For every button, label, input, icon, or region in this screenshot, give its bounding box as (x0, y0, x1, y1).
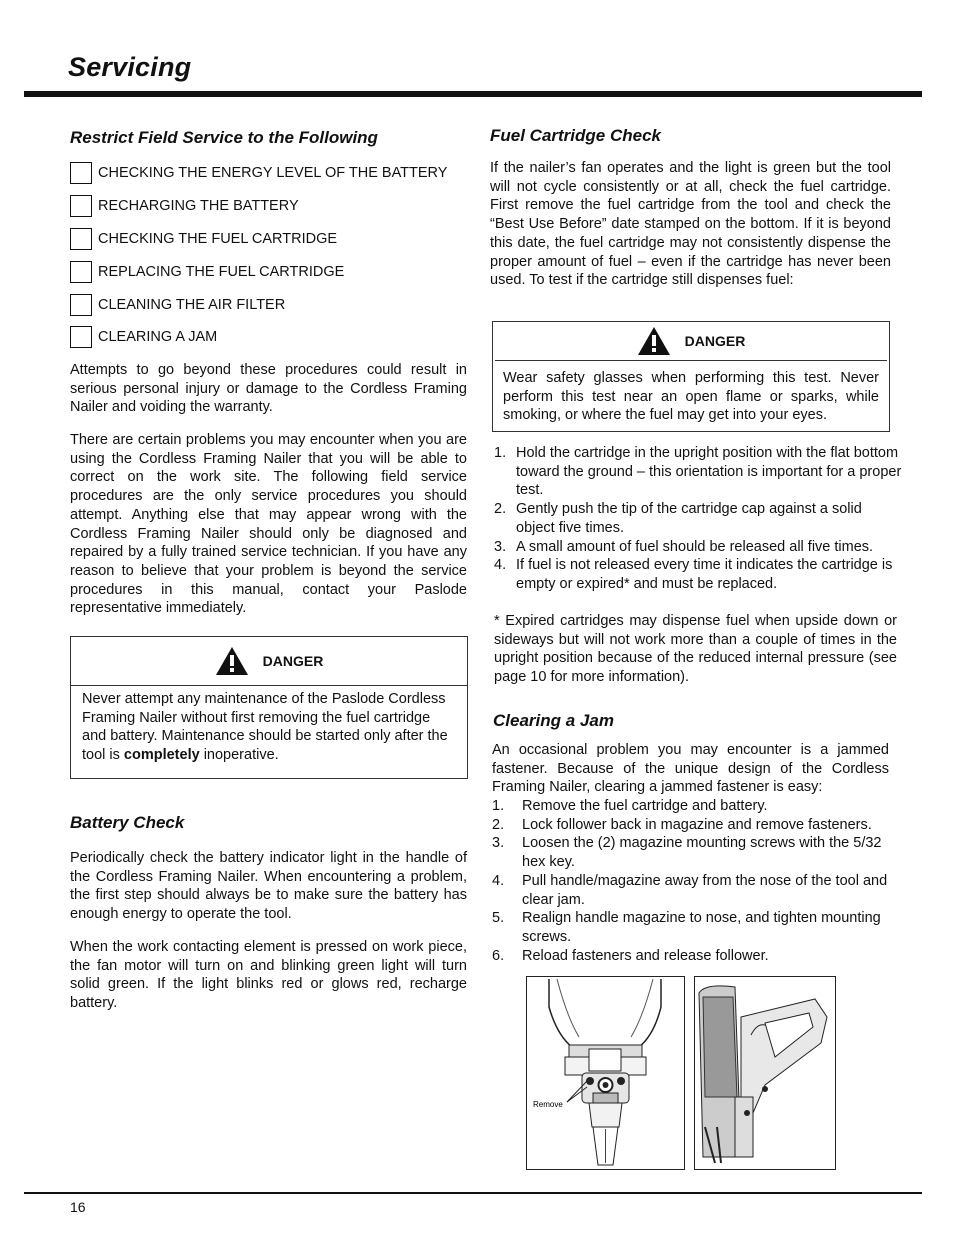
step-number: 6. (492, 947, 505, 964)
step-text: If fuel is not released every time it indicates the cartridge is empty or expired* and must be replaced. (516, 557, 893, 592)
checklist-item (70, 161, 447, 185)
danger-text: Wear safety glasses when performing this test. Never perform this test near an open flame or sparks, while smoking, or where the fuel may get into your eyes. (503, 370, 879, 424)
fuel-test-steps (494, 444, 904, 594)
step-number: 3. (494, 538, 507, 555)
danger-label: DANGER (262, 653, 324, 669)
step-text: Remove the fuel cartridge and battery. (522, 798, 768, 814)
jam-intro: An occasional problem you may encounter is a jammed fastener. Because of the unique design of the Cordless Framing Nailer, clearing a jammed fastener is easy: (492, 742, 889, 796)
checklist-label: CLEANING THE AIR FILTER (98, 297, 286, 313)
step-text: Reload fasteners and release follower. (522, 947, 769, 964)
fuel-heading: Fuel Cartridge Check (490, 126, 661, 145)
danger-text-part: inoperative. (199, 747, 279, 764)
list-item (492, 816, 892, 835)
battery-paragraph-2: When the work contacting element is pressed on work piece, the fan motor will turn on and blinking green light will turn solid green. If the light blinks red or glows red, recharge battery. (70, 939, 467, 1012)
checklist-label: CLEARING A JAM (98, 329, 218, 345)
list-item (494, 538, 904, 557)
footer-rule (24, 1192, 922, 1194)
step-text: Pull handle/magazine away from the nose of the tool and clear jam. (522, 872, 888, 908)
step-number: 4. (494, 557, 507, 574)
list-item (494, 500, 904, 537)
fuel-expired-note: * Expired cartridges may dispense fuel when upside down or sideways but will not work more than a couple of times in the upright position because of the reduced internal pressure (see page 10 for more information). (494, 613, 897, 686)
step-number: 3. (492, 835, 505, 852)
list-item (494, 444, 904, 500)
checklist-item (70, 194, 299, 218)
restrict-paragraph-1: Attempts to go beyond these procedures could result in serious personal injury or damage to the Cordless Framing Nailer and voiding the warranty. (70, 362, 467, 416)
header-rule (24, 91, 922, 97)
list-item (492, 947, 892, 966)
checklist-label: REPLACING THE FUEL CARTRIDGE (98, 264, 345, 280)
step-number: 4. (492, 872, 505, 889)
restrict-paragraph-2: There are certain problems you may encounter when you are using the Cordless Framing Nailer that you will be able to correct on the work site. The following field service procedures are the only service procedures you should attempt. Anything else that may appear wrong with the Cordless Framing Nailer should only be diagnosed and repaired by a fully trained service technician. If you have any reason to believe that your problem is beyond the service procedures in this manual, contact your Paslode representative immediately. (70, 432, 467, 617)
checkbox (70, 195, 92, 217)
nailer-front-illustration (527, 977, 684, 1169)
checklist-item (70, 325, 217, 349)
step-number: 1. (492, 798, 505, 814)
step-number: 2. (492, 816, 505, 833)
list-item (494, 556, 904, 593)
page-title: Servicing (68, 52, 192, 82)
step-number: 5. (492, 910, 505, 927)
danger-label: DANGER (684, 333, 746, 349)
nailer-side-illustration (695, 977, 835, 1169)
checklist-item (70, 227, 337, 251)
checklist-label: CHECKING THE ENERGY LEVEL OF THE BATTERY (98, 165, 448, 181)
checkbox (70, 162, 92, 184)
step-text: Gently push the tip of the cartridge cap against a solid object five times. (516, 501, 862, 536)
checkbox (70, 261, 92, 283)
checkbox (70, 294, 92, 316)
warning-triangle-icon (215, 646, 249, 676)
list-item (492, 909, 892, 946)
checkbox (70, 228, 92, 250)
jam-steps (492, 797, 892, 965)
list-item (492, 834, 892, 871)
danger-text-bold: completely (123, 747, 200, 764)
step-text: Loosen the (2) magazine mounting screws with the 5/32 hex key. (522, 835, 882, 871)
restrict-heading: Restrict Field Service to the Following (70, 128, 378, 147)
fuel-paragraph: If the nailer’s fan operates and the light is green but the tool will not cycle consistently or at all, check the fuel cartridge. First remove the fuel cartridge from the tool and check the “Best Use Before” date stamped on the bottom. If it is beyond this date, the fuel cartridge may not consistently dispense the proper amount of fuel – even if the cartridge has never been used. To test if the cartridge still dispenses fuel: (490, 160, 891, 289)
step-text: Hold the cartridge in the upright position with the flat bottom toward the ground – this orientation is important for a proper test. (516, 445, 902, 499)
checklist-item (70, 260, 344, 284)
nailer-side-figure (694, 976, 836, 1170)
danger-text (71, 686, 467, 765)
step-text: Lock follower back in magazine and remove fasteners. (522, 816, 872, 833)
checkbox (70, 326, 92, 348)
step-number: 1. (494, 445, 507, 461)
list-item (492, 797, 892, 816)
warning-triangle-icon (637, 326, 671, 356)
page-number: 16 (70, 1199, 86, 1215)
list-item (492, 872, 892, 909)
nailer-nose-figure (526, 976, 685, 1170)
danger-box-maintenance (70, 636, 468, 779)
danger-text-part: Never attempt any maintenance of the Paslode Cordless Framing Nailer without first removing the fuel cartridge and battery. Maintenance should be started only after the tool is (82, 691, 448, 764)
checklist-label: RECHARGING THE BATTERY (98, 198, 299, 214)
remove-callout: Remove (533, 1100, 563, 1109)
jam-heading: Clearing a Jam (493, 711, 614, 730)
danger-header (495, 322, 887, 361)
battery-paragraph-1: Periodically check the battery indicator light in the handle of the Cordless Framing Nailer. When encountering a problem, the first step should always be to make sure the battery has enough energy to operate the tool. (70, 850, 467, 923)
danger-header (71, 637, 467, 686)
danger-box-fuel-test (492, 321, 890, 432)
step-text: Realign handle magazine to nose, and tighten mounting screws. (522, 910, 881, 945)
step-number: 2. (494, 501, 507, 518)
checklist-label: CHECKING THE FUEL CARTRIDGE (98, 231, 338, 247)
battery-heading: Battery Check (70, 813, 185, 832)
checklist-item (70, 293, 285, 317)
step-text: A small amount of fuel should be released all five times. (516, 538, 874, 555)
